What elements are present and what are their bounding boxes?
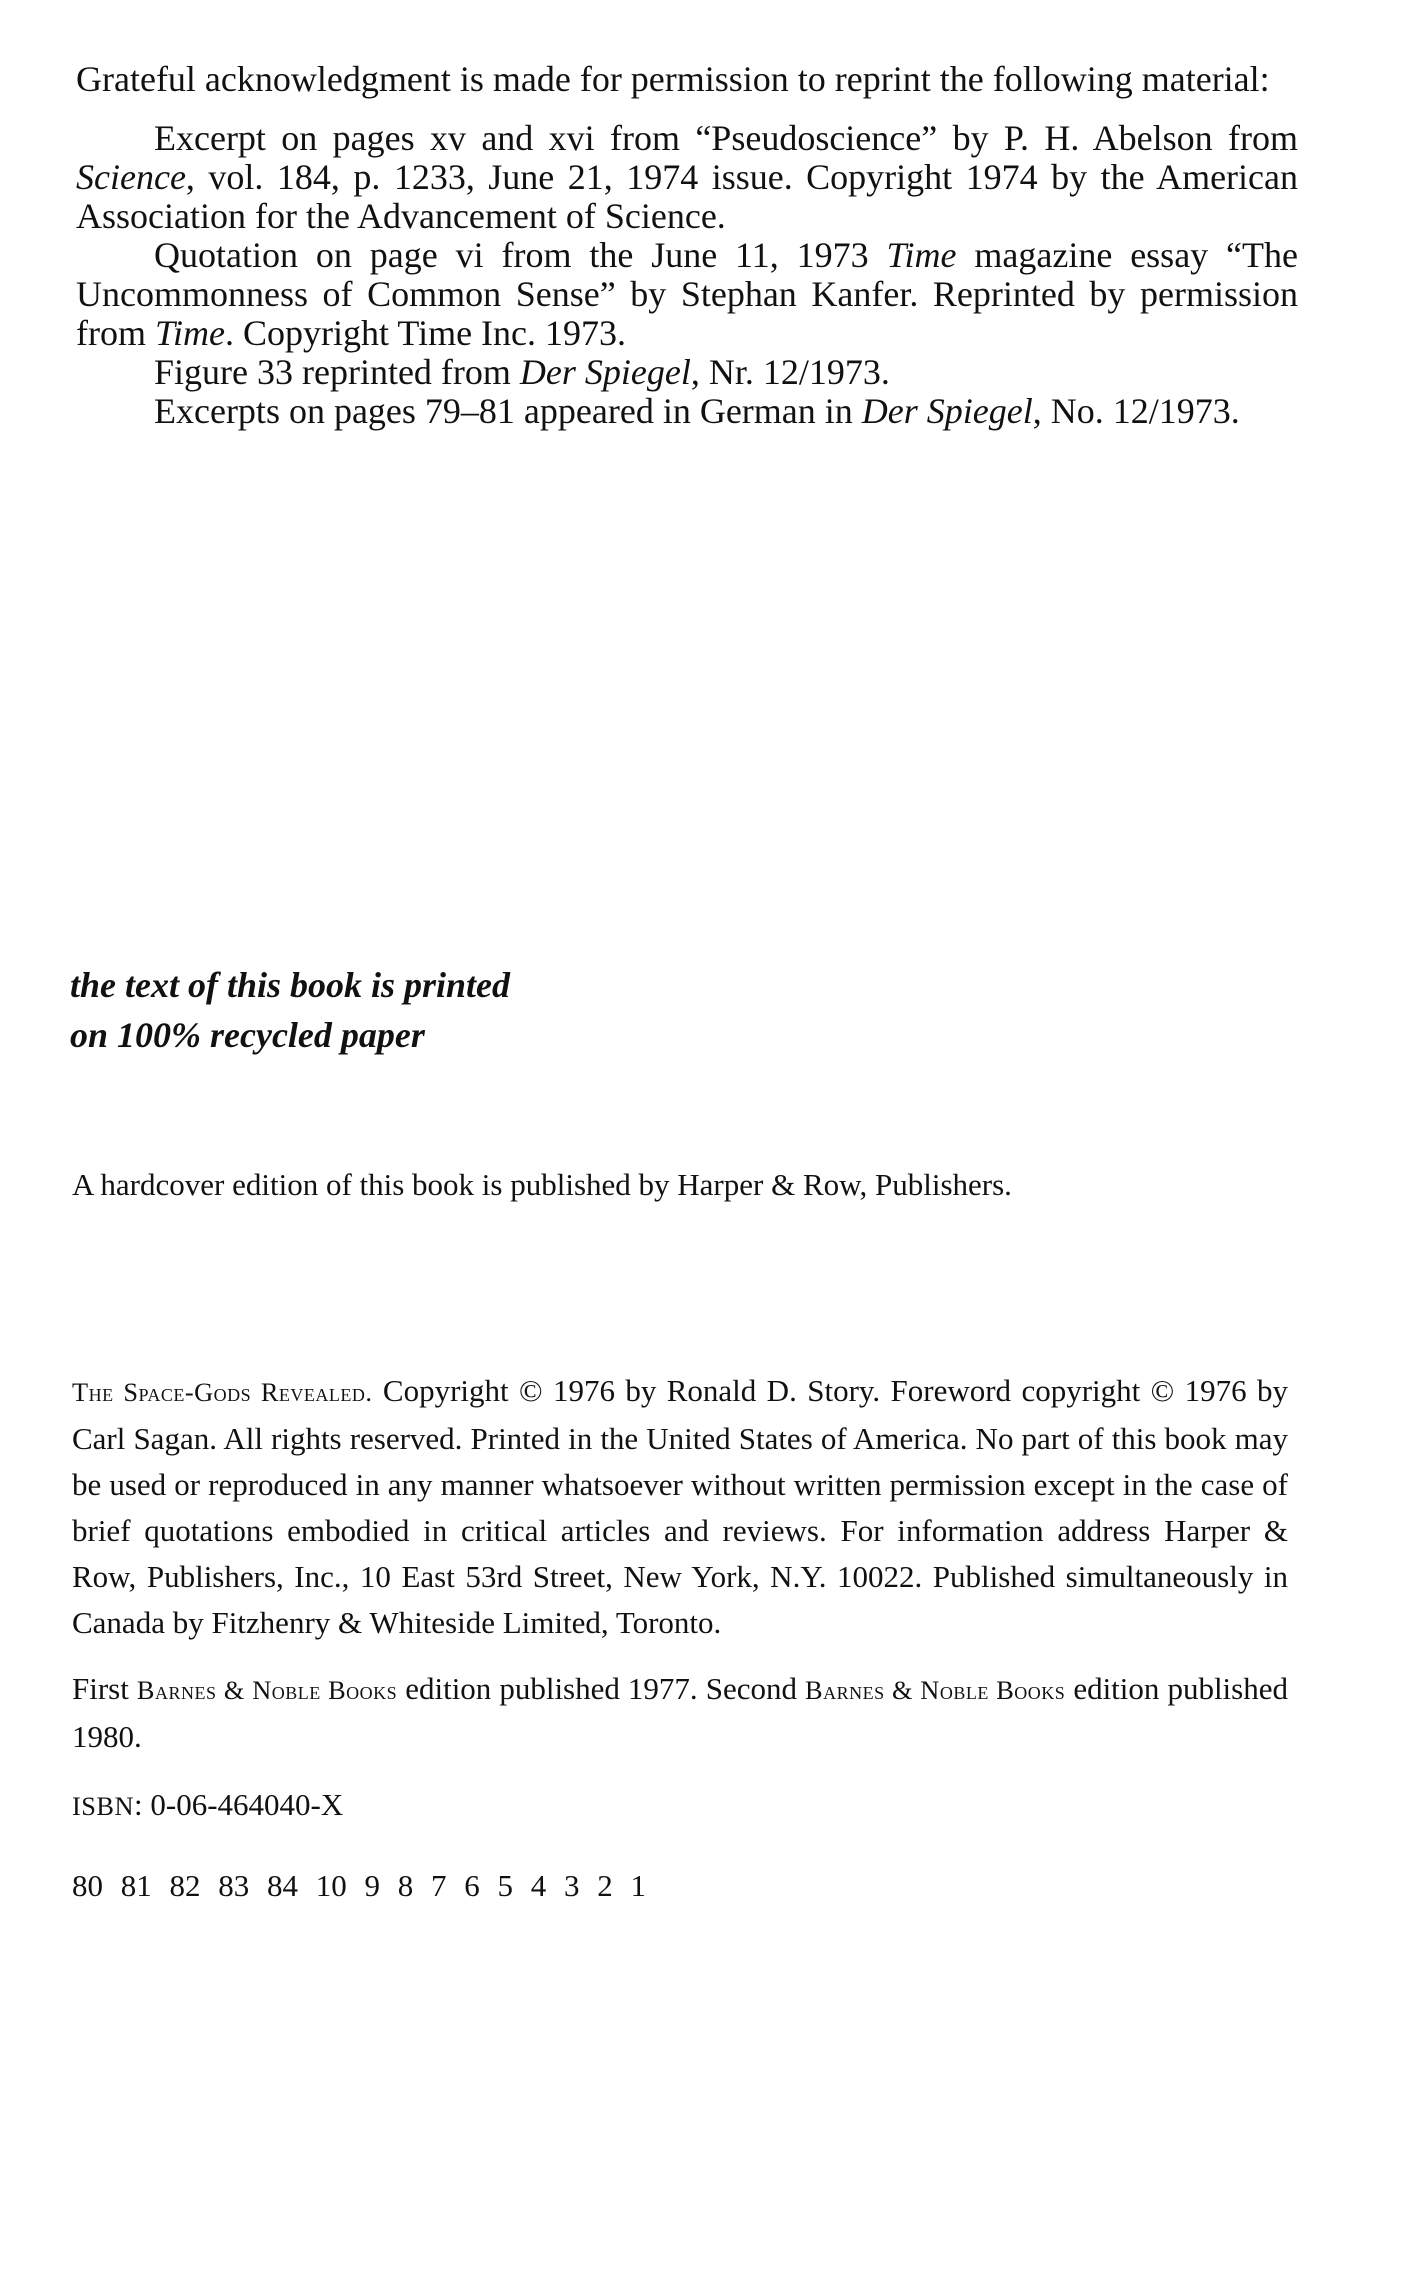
ack-item3-text-b: , Nr. 12/1973. <box>690 352 890 392</box>
ack-item2-magazine: Time <box>886 235 957 275</box>
edition-text-c: edition published 1980. <box>72 1671 1288 1754</box>
acknowledgment-item-time <box>76 236 1298 353</box>
ack-item2-magazine-2: Time <box>154 313 225 353</box>
copyright-text: Copyright © 1976 by Ronald D. Story. Foreword copyright © 1976 by Carl Sagan. All rights reserved. Printed in the United States of America. No part of this book may be used or reproduced in any manner whatsoever without written permission except in the case of brief quotations embodied in critical articles and reviews. For information address Harper & Row, Publishers, Inc., 10 East 53rd Street, New York, N.Y. 10022. Published simultaneously in Canada by Fitzhenry & Whiteside Limited, Toronto. <box>72 1373 1288 1640</box>
acknowledgment-item-figure <box>76 353 1298 392</box>
book-title: The Space-Gods Revealed. <box>72 1378 373 1407</box>
isbn-value: : 0-06-464040-X <box>134 1787 344 1822</box>
ack-item1-journal: Science <box>76 157 186 197</box>
acknowledgment-item-abelson <box>76 119 1298 236</box>
recycled-line-2: on 100% recycled paper <box>70 1015 425 1055</box>
edition-history <box>72 1666 1288 1760</box>
ack-item1-text-a: Excerpt on pages xv and xvi from “Pseudoscience” by P. H. Abelson from <box>154 118 1298 158</box>
ack-item3-magazine: Der Spiegel <box>519 352 691 392</box>
acknowledgments-section <box>76 60 1298 431</box>
isbn-label: ISBN <box>72 1792 135 1821</box>
publisher-imprint-2: Barnes & Noble Books <box>805 1676 1066 1705</box>
recycled-line-1: the text of this book is printed <box>70 965 511 1005</box>
edition-text-a: First <box>72 1671 137 1706</box>
recycled-paper-notice <box>70 960 870 1060</box>
acknowledgment-item-excerpts <box>76 392 1298 431</box>
ack-item2-text-b: magazine essay “The Uncommonness of Common Sense” by Stephan Kanfer. Reprinted by permission from <box>76 235 1299 353</box>
copyright-notice <box>72 1368 1288 1760</box>
ack-item2-text-c: . Copyright Time Inc. 1973. <box>225 313 627 353</box>
publisher-imprint-1: Barnes & Noble Books <box>136 1676 398 1705</box>
ack-item3-text-a: Figure 33 reprinted from <box>154 352 520 392</box>
ack-item2-text-a: Quotation on page vi from the June 11, 1973 <box>154 235 887 275</box>
ack-item4-magazine: Der Spiegel <box>861 391 1033 431</box>
copyright-paragraph <box>72 1368 1288 1646</box>
ack-item4-text-a: Excerpts on pages 79–81 appeared in German in <box>154 391 862 431</box>
edition-text-b: edition published 1977. Second <box>397 1671 805 1706</box>
isbn-line <box>72 1785 343 1827</box>
printing-number-line: 80 81 82 83 84 10 9 8 7 6 5 4 3 2 1 <box>72 1868 646 1903</box>
ack-item4-text-b: , No. 12/1973. <box>1032 391 1240 431</box>
hardcover-edition-note: A hardcover edition of this book is published by Harper & Row, Publishers. <box>72 1167 1012 1202</box>
acknowledgment-intro: Grateful acknowledgment is made for permission to reprint the following material: <box>76 59 1270 99</box>
ack-item1-text-b: , vol. 184, p. 1233, June 21, 1974 issue. Copyright 1974 by the American Association for the Advancement of Science. <box>76 157 1298 236</box>
